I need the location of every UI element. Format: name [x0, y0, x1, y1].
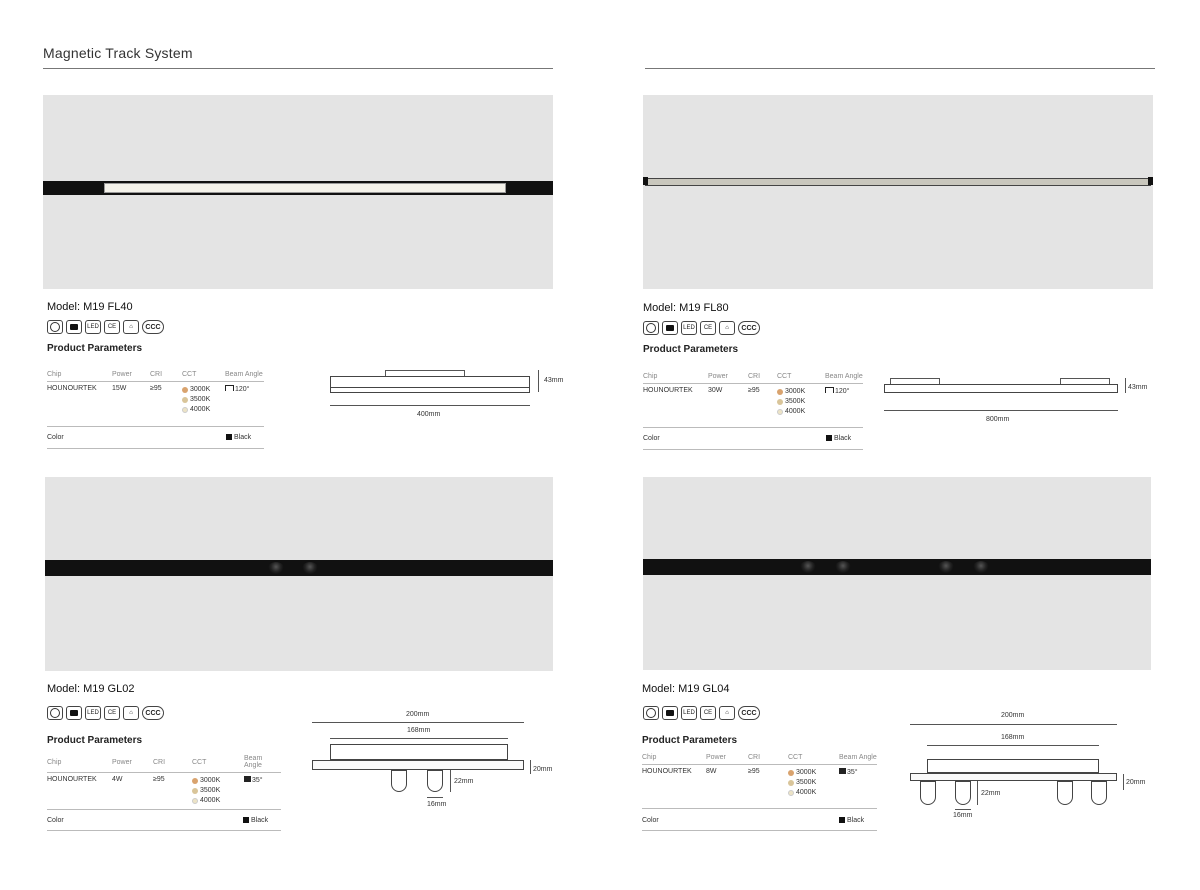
track-bar	[45, 560, 553, 576]
cct-4000: 4000K	[190, 406, 211, 413]
led-icon: LED	[85, 706, 101, 720]
inner-dim-line	[927, 745, 1099, 746]
beam-angle-text: 35°	[847, 769, 858, 776]
chip-value: HOUNOURTEK	[47, 385, 97, 392]
ccc-icon: CCC	[142, 706, 164, 720]
lamp-height-line	[977, 781, 978, 805]
ccc-icon: CCC	[142, 320, 164, 334]
color-value	[839, 817, 864, 824]
color-label: Color	[47, 817, 64, 824]
dimension-drawing	[325, 365, 575, 425]
power-value: 4W	[112, 776, 123, 783]
beam-angle-icon	[225, 385, 234, 391]
cct-dot	[182, 397, 188, 403]
chip-value: HOUNOURTEK	[642, 768, 692, 775]
length-dim-line	[910, 724, 1117, 725]
spot-lens	[800, 561, 816, 573]
color-label: Color	[642, 817, 659, 824]
etl-icon	[47, 706, 63, 720]
linear-light-diffuser	[104, 183, 506, 193]
inner-dim-line	[330, 738, 508, 739]
cert-icons	[47, 320, 164, 334]
divider	[47, 809, 281, 810]
drawing-body	[884, 384, 1118, 393]
col-cri: CRI	[748, 373, 777, 384]
length-dim: 200mm	[406, 711, 430, 718]
divider	[47, 448, 264, 449]
cct-3500: 3500K	[785, 398, 806, 405]
cct-dot	[788, 780, 794, 786]
spec-table	[47, 755, 281, 806]
color-swatch	[839, 817, 845, 823]
etl-icon	[643, 706, 659, 720]
driver-icon	[66, 706, 82, 720]
lamp-width-line	[955, 809, 971, 810]
dimension-drawing	[308, 708, 558, 813]
cct-3500: 3500K	[190, 396, 211, 403]
drawing-lens-line	[330, 387, 530, 388]
col-cri: CRI	[150, 371, 182, 382]
divider	[643, 449, 863, 450]
col-chip: Chip	[642, 754, 706, 765]
section-heading: Product Parameters	[643, 344, 739, 355]
cct-list	[777, 384, 825, 418]
indoor-icon: ⌂	[123, 320, 139, 334]
cct-3500: 3500K	[796, 779, 817, 786]
driver-icon	[66, 320, 82, 334]
driver-icon	[662, 706, 678, 720]
height-dim: 43mm	[544, 377, 564, 384]
cct-dot	[788, 770, 794, 776]
lamp-height-dim: 22mm	[454, 778, 474, 785]
drawing-spot	[391, 770, 407, 792]
table-row	[643, 384, 863, 418]
color-label: Color	[47, 434, 64, 441]
beam-value	[839, 765, 877, 799]
spec-table	[47, 371, 264, 415]
product-photo-fl80	[643, 95, 1153, 289]
col-beam: Beam Angle	[244, 755, 281, 773]
model-name: Model: M19 FL40	[47, 301, 133, 313]
cct-3000: 3000K	[785, 388, 806, 395]
drawing-housing	[330, 744, 508, 760]
section-heading: Product Parameters	[47, 343, 143, 354]
beam-value	[825, 384, 863, 418]
table-row	[642, 765, 877, 799]
lamp-width-line	[427, 797, 443, 798]
indoor-icon: ⌂	[719, 706, 735, 720]
led-icon: LED	[85, 320, 101, 334]
cct-3000: 3000K	[796, 769, 817, 776]
color-value	[226, 434, 251, 441]
col-beam: Beam Angle	[839, 754, 877, 765]
col-beam: Beam Angle	[825, 373, 863, 384]
end-cap-left	[643, 177, 648, 185]
header-rule-left	[43, 68, 553, 69]
beam-value	[244, 773, 281, 807]
cct-list	[192, 773, 244, 807]
divider	[643, 427, 863, 428]
cct-list	[788, 765, 839, 799]
length-dim-line	[884, 410, 1118, 411]
cct-dot	[192, 788, 198, 794]
drawing-body	[330, 376, 530, 393]
height-dim: 43mm	[1128, 384, 1148, 391]
spec-table	[643, 373, 863, 417]
col-cct: CCT	[192, 755, 244, 773]
drawing-base	[910, 773, 1117, 781]
col-cct: CCT	[788, 754, 839, 765]
linear-light-body	[645, 178, 1151, 186]
col-chip: Chip	[643, 373, 708, 384]
length-dim-line	[330, 405, 530, 406]
length-dim: 400mm	[417, 411, 441, 418]
power-value: 8W	[706, 768, 717, 775]
cct-dot	[777, 399, 783, 405]
chip-value: HOUNOURTEK	[643, 387, 693, 394]
section-heading: Product Parameters	[642, 735, 738, 746]
product-photo-gl02	[45, 477, 553, 671]
col-chip: Chip	[47, 371, 112, 382]
lamp-height-line	[450, 770, 451, 792]
beam-angle-text: 120°	[235, 386, 250, 393]
divider	[642, 808, 877, 809]
dimension-drawing	[880, 372, 1160, 432]
lamp-width-dim: 16mm	[953, 812, 973, 819]
table-header-row	[643, 373, 863, 384]
length-dim-line	[312, 722, 524, 723]
col-power: Power	[112, 755, 153, 773]
ce-icon: CE	[700, 706, 716, 720]
cct-dot	[788, 790, 794, 796]
ccc-icon: CCC	[738, 321, 760, 335]
col-power: Power	[708, 373, 748, 384]
cct-dot	[182, 407, 188, 413]
spot-lens	[302, 562, 318, 574]
dimension-drawing	[905, 708, 1155, 823]
divider	[642, 830, 877, 831]
cct-4000: 4000K	[785, 408, 806, 415]
drawing-spot	[427, 770, 443, 792]
model-name: Model: M19 FL80	[643, 302, 729, 314]
beam-angle-text: 35°	[252, 777, 263, 784]
cct-list	[182, 382, 225, 416]
model-name: Model: M19 GL04	[642, 683, 730, 695]
height-dim-line	[538, 370, 539, 392]
led-icon: LED	[681, 706, 697, 720]
indoor-icon: ⌂	[123, 706, 139, 720]
section-heading: Product Parameters	[47, 735, 143, 746]
cri-value: ≥95	[150, 385, 162, 392]
product-photo-fl40	[43, 95, 553, 289]
color-value-text: Black	[834, 435, 852, 442]
beam-angle-text: 120°	[835, 388, 850, 395]
col-cct: CCT	[182, 371, 225, 382]
track-bar	[643, 559, 1151, 575]
cri-value: ≥95	[153, 776, 165, 783]
cct-dot	[777, 409, 783, 415]
spec-table	[642, 754, 877, 798]
drawing-spot	[1091, 781, 1107, 805]
lamp-width-dim: 16mm	[427, 801, 447, 808]
beam-angle-icon	[839, 768, 846, 774]
indoor-icon: ⌂	[719, 321, 735, 335]
col-chip: Chip	[47, 755, 112, 773]
inner-dim: 168mm	[407, 727, 431, 734]
color-swatch	[826, 435, 832, 441]
color-swatch	[226, 434, 232, 440]
spot-lens	[938, 561, 954, 573]
model-name: Model: M19 GL02	[47, 683, 135, 695]
col-cri: CRI	[748, 754, 788, 765]
col-power: Power	[706, 754, 748, 765]
col-cct: CCT	[777, 373, 825, 384]
inner-dim: 168mm	[1001, 734, 1025, 741]
height-dim-line	[530, 760, 531, 774]
lamp-height-dim: 22mm	[981, 790, 1001, 797]
cct-dot	[182, 387, 188, 393]
cct-dot	[192, 798, 198, 804]
drawing-spot	[1057, 781, 1073, 805]
color-label: Color	[643, 435, 660, 442]
ce-icon: CE	[700, 321, 716, 335]
cert-icons	[47, 706, 164, 720]
cct-dot	[777, 389, 783, 395]
etl-icon	[47, 320, 63, 334]
table-row	[47, 382, 264, 416]
col-cri: CRI	[153, 755, 192, 773]
cct-3500: 3500K	[200, 787, 221, 794]
height-dim: 20mm	[1126, 779, 1146, 786]
height-dim-line	[1123, 774, 1124, 790]
table-header-row	[642, 754, 877, 765]
table-header-row	[47, 755, 281, 773]
color-value-text: Black	[234, 434, 252, 441]
height-dim: 20mm	[533, 766, 553, 773]
spot-lens	[835, 561, 851, 573]
cct-4000: 4000K	[200, 797, 221, 804]
divider	[47, 426, 264, 427]
ce-icon: CE	[104, 320, 120, 334]
product-photo-gl04	[643, 477, 1151, 670]
drawing-housing	[927, 759, 1099, 773]
driver-icon	[662, 321, 678, 335]
length-dim: 800mm	[986, 416, 1010, 423]
col-power: Power	[112, 371, 150, 382]
beam-angle-icon	[244, 776, 251, 782]
divider	[47, 830, 281, 831]
cct-4000: 4000K	[796, 789, 817, 796]
col-beam: Beam Angle	[225, 371, 264, 382]
power-value: 30W	[708, 387, 723, 394]
color-swatch	[243, 817, 249, 823]
beam-angle-icon	[825, 387, 834, 393]
cri-value: ≥95	[748, 768, 760, 775]
beam-value	[225, 382, 264, 416]
length-dim: 200mm	[1001, 712, 1025, 719]
end-cap-right	[1148, 177, 1153, 185]
drawing-spot	[955, 781, 971, 805]
color-value-text: Black	[847, 817, 865, 824]
cert-icons	[643, 706, 760, 720]
cct-3000: 3000K	[200, 777, 221, 784]
table-header-row	[47, 371, 264, 382]
spot-lens	[973, 561, 989, 573]
cct-3000: 3000K	[190, 386, 211, 393]
height-dim-line	[1125, 378, 1126, 393]
ccc-icon: CCC	[738, 706, 760, 720]
power-value: 15W	[112, 385, 127, 392]
table-row	[47, 773, 281, 807]
cct-dot	[192, 778, 198, 784]
color-value	[243, 817, 268, 824]
led-icon: LED	[681, 321, 697, 335]
ce-icon: CE	[104, 706, 120, 720]
page-title: Magnetic Track System	[43, 45, 193, 61]
drawing-base	[312, 760, 524, 770]
color-value-text: Black	[251, 817, 269, 824]
etl-icon	[643, 321, 659, 335]
cert-icons	[643, 321, 760, 335]
drawing-spot	[920, 781, 936, 805]
cri-value: ≥95	[748, 387, 760, 394]
chip-value: HOUNOURTEK	[47, 776, 97, 783]
color-value	[826, 435, 851, 442]
spot-lens	[268, 562, 284, 574]
header-rule-right	[645, 68, 1155, 69]
